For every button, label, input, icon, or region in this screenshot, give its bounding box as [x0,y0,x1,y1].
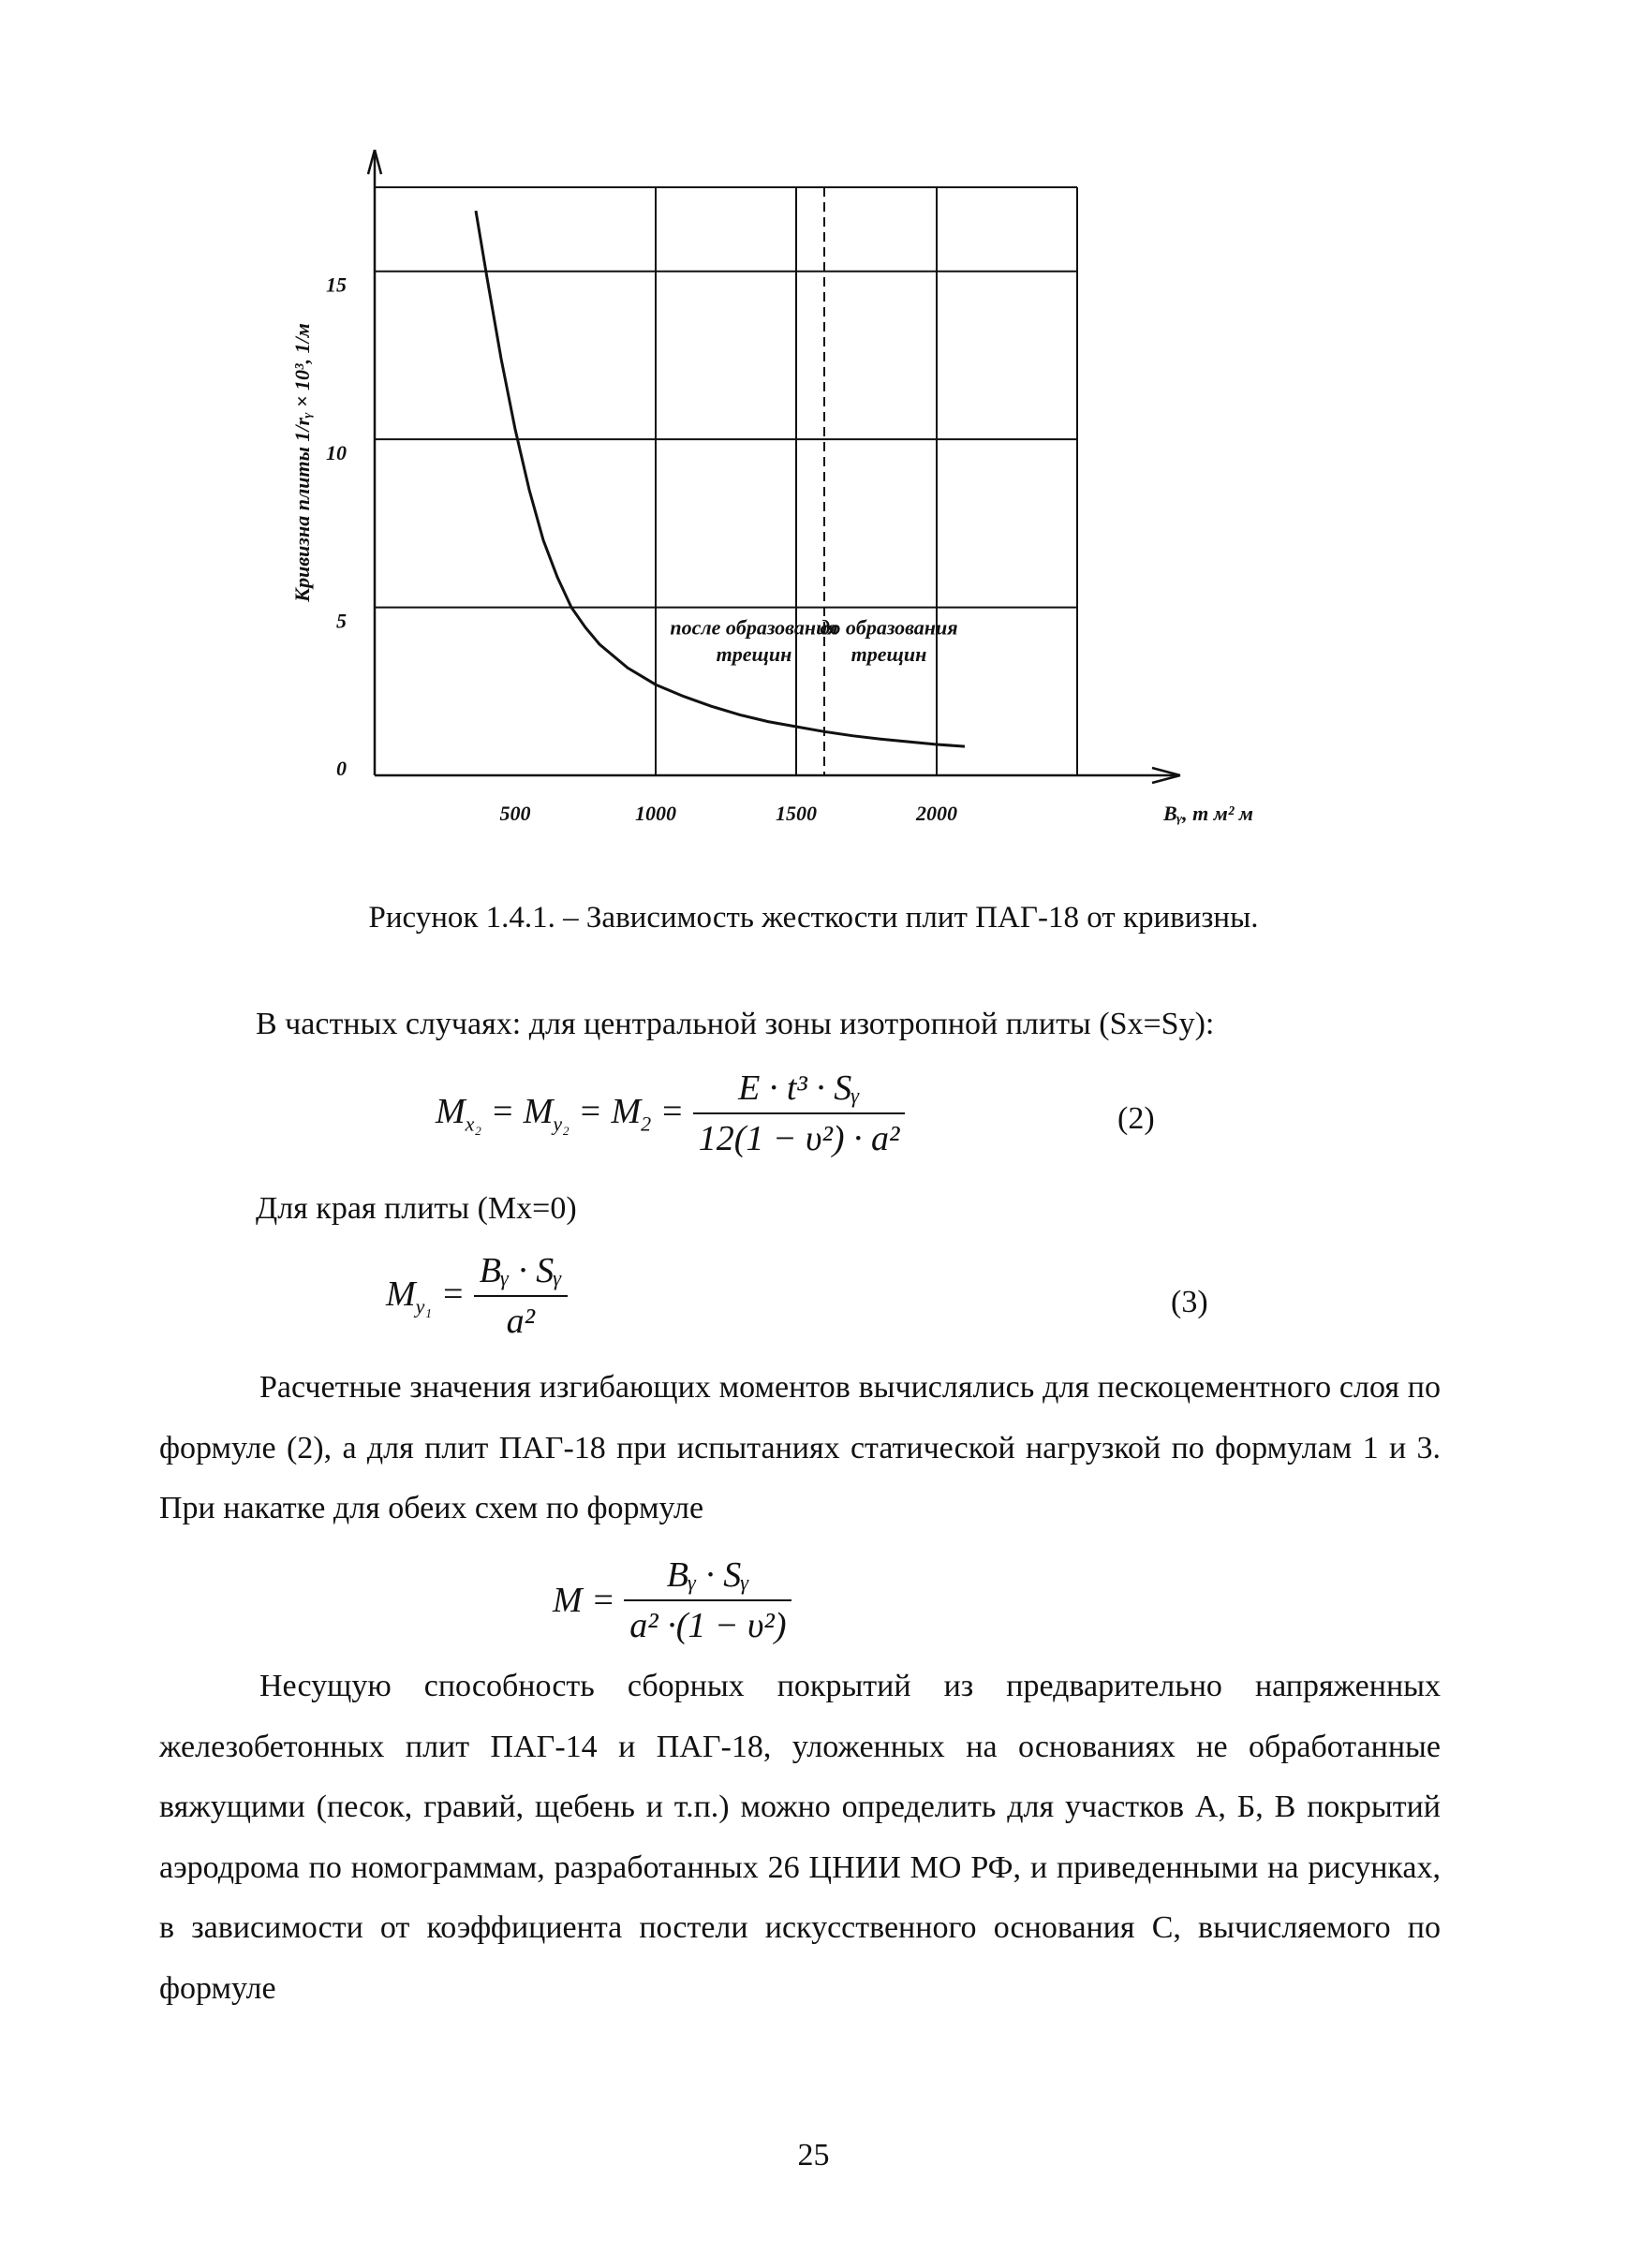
equation-number-3: (3) [1171,1285,1208,1319]
y-tick-label: 10 [326,441,347,465]
formula-2-numerator: E · t³ · Sᵧ [693,1068,906,1114]
formula-4-lhs: M = [553,1581,615,1620]
curvature-chart [272,131,1358,852]
formula-4-denominator: a² ·(1 − υ²) [629,1606,787,1645]
x-tick-label: 1500 [776,802,817,825]
y-axis-label: Кривизна плиты 1/rᵧ × 10³, 1/м [290,323,314,602]
y-tick-label: 15 [326,272,347,297]
annotation-label: до образования [820,615,958,640]
annotation-label: после образования [670,615,838,640]
x-tick-label: 1000 [635,802,676,825]
annotation-label: трещин [850,641,927,666]
formula-3-lhs: $M_{y_1}$ = [386,1274,466,1318]
y-tick-label: 5 [336,609,347,633]
edge-line: Для края плиты (Mx=0) [256,1191,577,1226]
formula-4 [553,1554,791,1646]
formula-3 [386,1250,568,1342]
x-axis-label: Bᵧ, т м² м [1162,802,1254,825]
annotation-label: трещин [716,641,792,666]
formula-2-denominator: 12(1 − υ²) · a² [698,1119,900,1158]
paragraph-bearing-capacity: Несущую способность сборных покрытий из предварительно напряженных железобетонных плит ПАГ-14 и ПАГ-18, уложенных на основаниях не обработанные вяжущими (песок, гравий, щебень и т.п.) можно определить для участков А, Б, В покрытий аэродрома по номограммам, разработанных 26 ЦНИИ МО РФ, и приведенными на рисунках, в зависимости от коэффициента постели искусственного основания С, вычисляемого по формуле [159,1669,1441,2006]
formula-4-numerator: Bᵧ · Sᵧ [624,1554,791,1601]
intro-line: В частных случаях: для центральной зоны изотропной плиты (Sx=Sy): [256,1007,1215,1041]
equation-number-2: (2) [1117,1101,1155,1136]
formula-3-denominator: a² [506,1302,536,1341]
formula-2 [436,1068,905,1159]
x-tick-label: 500 [499,802,531,825]
y-tick-label: 0 [336,757,347,780]
paragraph-moments: Расчетные значения изгибающих моментов вычислялись для пескоцементного слоя по формуле (2), а для плит ПАГ-18 при испытаниях статической нагрузкой по формулам 1 и 3. При накатке для обеих схем по формуле [159,1370,1441,1525]
figure-caption: Рисунок 1.4.1. – Зависимость жесткости плит ПАГ-18 от кривизны. [368,901,1259,935]
formula-3-numerator: Bᵧ · Sᵧ [474,1250,568,1297]
formula-4-fraction [624,1554,791,1646]
x-tick-label: 2000 [916,802,957,825]
formula-2-fraction [693,1068,906,1159]
page-number: 25 [797,2138,830,2172]
formula-3-fraction [474,1250,568,1342]
curve-series-line [476,211,965,746]
formula-2-lhs: $M_{x_2} = M_{y_2} = M_2$ = [436,1091,685,1136]
